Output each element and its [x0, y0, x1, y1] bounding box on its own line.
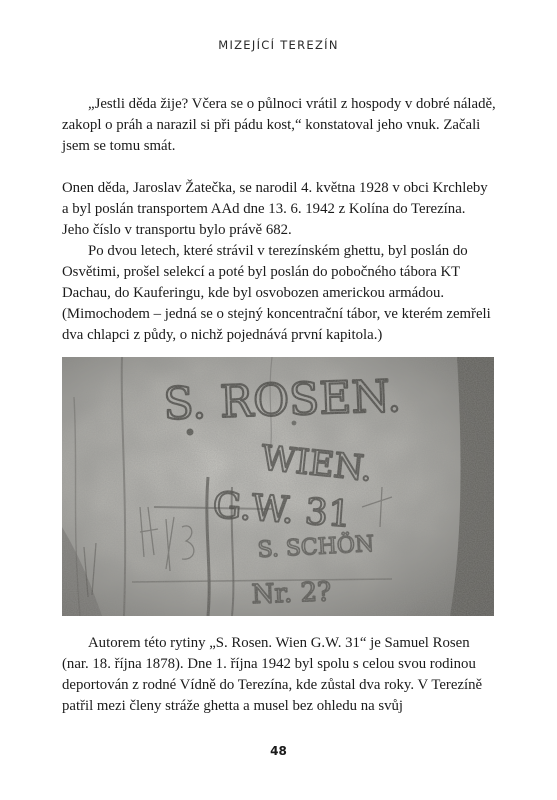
text-block-middle	[62, 178, 496, 346]
paragraph-grandson-quote: „Jestli děda žije? Včera se o půlnoci vrátil z hospody v dobré náladě, zakopl o práh a narazil si při pádu kost,“ konstatoval jeho vnuk. Začali jsem se tomu smát.	[62, 96, 496, 154]
engraving-photo	[62, 357, 494, 616]
text-block-bottom	[62, 633, 496, 717]
paragraph-auschwitz-dachau: Po dvou letech, které strávil v terezínském ghettu, byl poslán do Osvětimi, prošel selekcí a poté byl poslán do pobočného tábora KT Dachau, do Kauferingu, kde byl osvobozen americkou armádou. (Mimochodem – jedná se o stejný koncentrační tábor, ve kterém zemřeli dva chlapci z půdy, o nichž pojednává první kapitola.)	[62, 243, 491, 343]
paragraph-grandfather-bio: Onen děda, Jaroslav Žatečka, se narodil 4. května 1928 v obci Krchleby a byl poslán transportem AAd dne 13. 6. 1942 z Kolína do Terezína. Jeho číslo v transportu bylo právě 682.	[62, 180, 488, 238]
text-block-top	[62, 94, 496, 157]
running-header: MIZEJÍCÍ TEREZÍN	[218, 38, 339, 52]
paragraph-rosen-caption: Autorem této rytiny „S. Rosen. Wien G.W. 31“ je Samuel Rosen (nar. 18. října 1878). Dne 1. října 1942 byl spolu s celou svou rodinou deportován z rodné Vídně do Terezína, kde zůstal dva roky. V Terezíně patřil mezi členy stráže ghetta a musel bez ohledu na svůj	[62, 635, 483, 714]
page-number: 48	[270, 744, 287, 758]
